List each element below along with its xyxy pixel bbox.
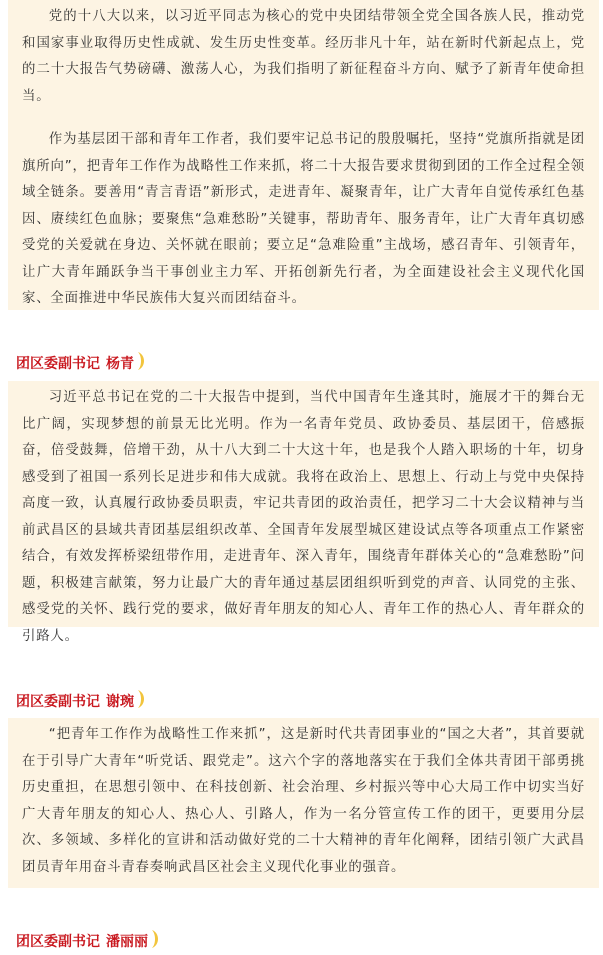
xie-wan-text-block	[8, 718, 599, 888]
crescent-moon-icon	[136, 351, 146, 377]
paragraph: 党的十八大以来，以习近平同志为核心的党中央团结带领全党全国各族人民，推动党和国家事业取得历史性成就、发生历史性变革。经历非凡十年，站在新时代新起点上，党的二十大报告气势磅礴、激荡人心，为我们指明了新征程奋斗方向、赋予了新青年使命担当。	[22, 9, 585, 104]
crescent-moon-icon	[136, 689, 146, 715]
heading-name: 谢琬	[106, 694, 134, 710]
section-heading-xie-wan	[16, 689, 146, 715]
heading-name: 潘丽丽	[106, 934, 148, 950]
paragraph: “把青年工作作为战略性工作来抓”，这是新时代共青团事业的“国之大者”，其首要就在于引导广大青年“听党话、跟党走”。这六个字的落地落实在于我们全体共青团干部勇挑历史重担，在思想引领中、在科技创新、社会治理、乡村振兴等中心大局工作中切实当好广大青年朋友的知心人、热心人、引路人，作为一名分管宣传工作的团干，更要用分层次、多领域、多样化的宣讲和活动做好党的二十大精神的青年化阐释，团结引领广大武昌团员青年用奋斗青春奏响武昌区社会主义现代化事业的强音。	[22, 727, 585, 875]
yang-qing-text-block	[8, 381, 599, 644]
heading-role: 团区委副书记	[16, 934, 100, 950]
paragraph: 习近平总书记在党的二十大报告中提到，当代中国青年生逢其时，施展才干的舞台无比广阔，实现梦想的前景无比光明。作为一名青年党员、政协委员、基层团干，倍感振奋，倍受鼓舞，倍增干劲，从十八大到二十大这十年，也是我个人踏入职场的十年，切身感受到了祖国一系列长足进步和伟大成就。我将在政治上、思想上、行动上与党中央保持高度一致，认真履行政协委员职责，牢记共青团的政治责任，把学习二十大会议精神与当前武昌区的县域共青团基层组织改革、全国青年发展型城区建设试点等各项重点工作紧密结合，有效发挥桥梁纽带作用，走进青年、深入青年，围绕青年群体关心的“急难愁盼”问题，积极建言献策，努力让最广大的青年通过基层团组织听到党的声音、认同党的主张、感受党的关怀、践行党的要求，做好青年朋友的知心人、青年工作的热心人、青年群众的引路人。	[22, 390, 585, 644]
heading-name: 杨青	[106, 356, 134, 372]
heading-role: 团区委副书记	[16, 694, 100, 710]
crescent-moon-icon	[150, 929, 160, 955]
paragraph: 作为基层团干部和青年工作者，我们要牢记总书记的殷殷嘱托，坚持“党旗所指就是团旗所向”，把青年工作作为战略性工作来抓，将二十大报告要求贯彻到团的工作全过程全领域全链条。要善用“青言青语”新形式，走进青年、凝聚青年，让广大青年自觉传承红色基因、赓续红色血脉；要聚焦“急难愁盼”关键事，帮助青年、服务青年，让广大青年真切感受党的关爱就在身边、关怀就在眼前；要立足“急难险重”主战场，感召青年、引领青年，让广大青年踊跃争当干事创业主力军、开拓创新先行者，为全面建设社会主义现代化国家、全面推进中华民族伟大复兴而团结奋斗。	[22, 132, 585, 306]
heading-role: 团区委副书记	[16, 356, 100, 372]
section-heading-pan-lili	[16, 929, 160, 955]
intro-text-block	[8, 0, 599, 310]
section-heading-yang-qing	[16, 351, 146, 377]
